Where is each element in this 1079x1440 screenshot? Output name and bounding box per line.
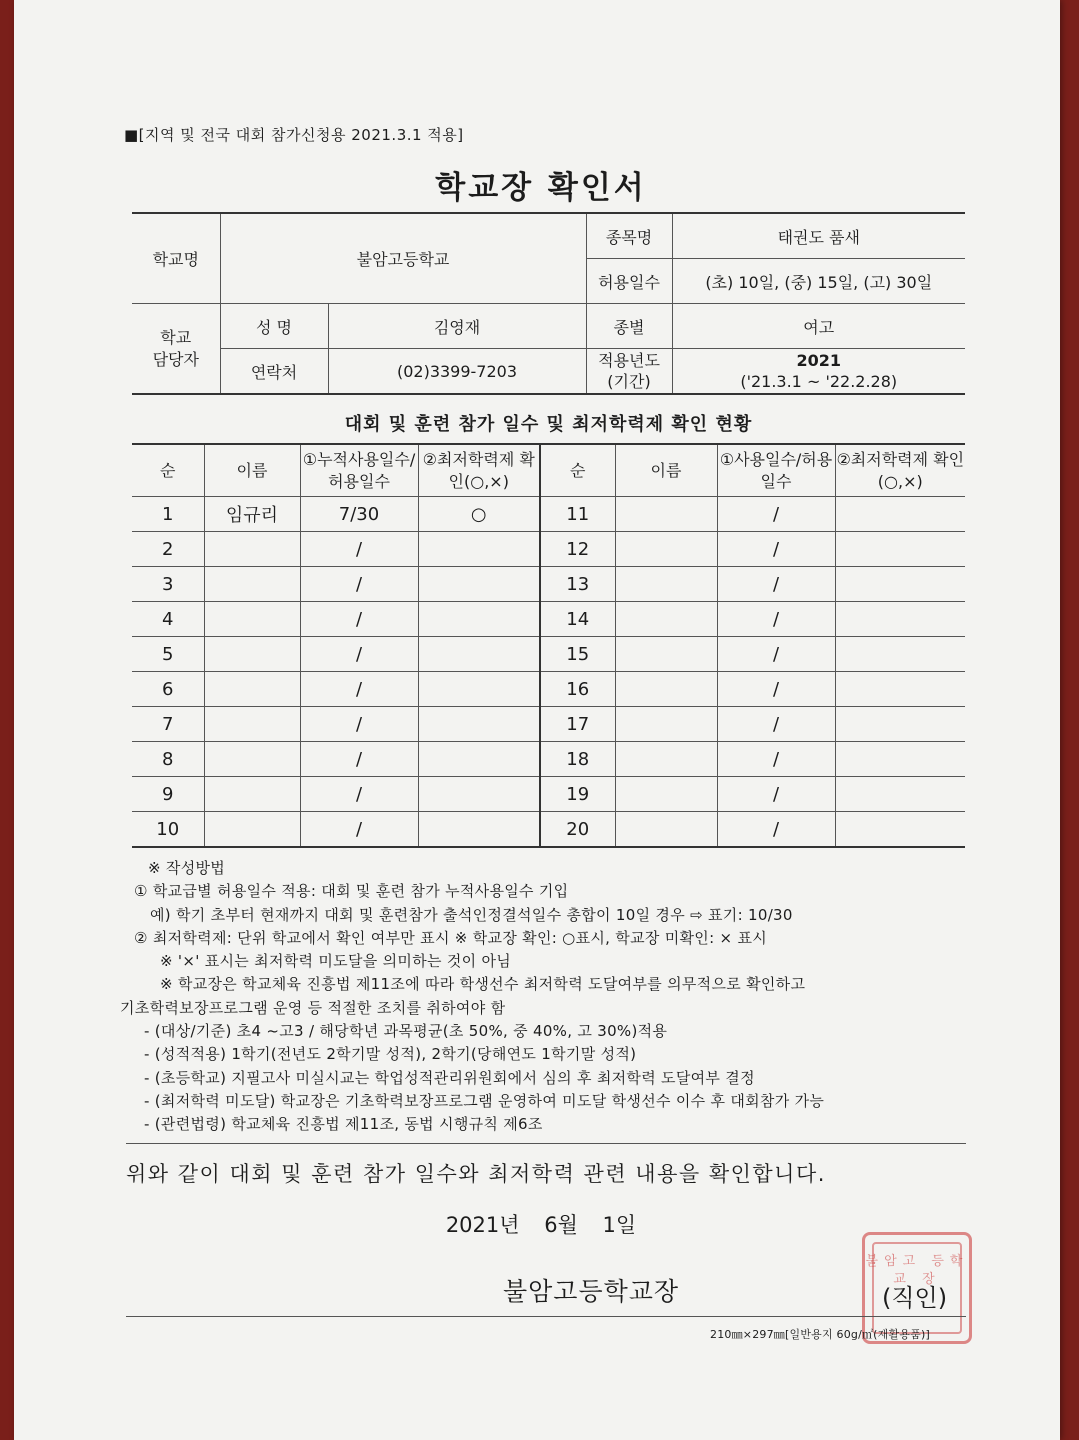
- min-academic-check: [418, 532, 540, 567]
- school-label: 학교명: [132, 213, 220, 304]
- note-line: 기초학력보장프로그램 운영 등 적절한 조치를 취하여야 함: [120, 998, 506, 1017]
- row-number: 14: [540, 602, 615, 637]
- min-academic-check: [835, 567, 965, 602]
- min-academic-check: [418, 567, 540, 602]
- min-academic-check: [418, 812, 540, 848]
- note-line: - (관련법령) 학교체육 진흥법 제11조, 동법 시행규칙 제6조: [144, 1115, 543, 1134]
- player-name: [615, 497, 717, 532]
- note-line: - (초등학교) 지필고사 미실시교는 학업성적관리위원회에서 심의 후 최저학력 도달여부 결정: [144, 1068, 755, 1087]
- year-label: [586, 349, 672, 395]
- note-line: ※ 작성방법: [148, 859, 226, 877]
- note-line: ※ '×' 표시는 최저학력 미도달을 의미하는 것이 아님: [160, 952, 512, 971]
- min-academic-check: [418, 742, 540, 777]
- days-used: /: [300, 602, 418, 637]
- days-used: /: [717, 497, 835, 532]
- days-used: /: [717, 602, 835, 637]
- player-name: [615, 672, 717, 707]
- days-used: /: [717, 672, 835, 707]
- min-academic-check: [835, 707, 965, 742]
- paper-spec: 210㎜×297㎜[일반용지 60g/㎡(재활용품)]: [710, 1328, 930, 1341]
- row-number: 5: [132, 637, 204, 672]
- period-value: ('21.3.1 ~ '22.2.28): [740, 372, 898, 391]
- days-used: /: [717, 812, 835, 848]
- player-name: [615, 812, 717, 848]
- row-number: 8: [132, 742, 204, 777]
- row-number: 10: [132, 812, 204, 848]
- table-row: [132, 637, 965, 672]
- player-name: [615, 567, 717, 602]
- player-name: [204, 602, 300, 637]
- seal-label: (직인): [882, 1284, 948, 1312]
- year-cell: [672, 349, 965, 395]
- issue-date: 2021년 6월 1일: [445, 1213, 637, 1237]
- seal-text: 불암고 등학교 장: [865, 1254, 969, 1287]
- row-number: 13: [540, 567, 615, 602]
- contact-group-text: 학교 담당자: [152, 327, 199, 369]
- row-number: 16: [540, 672, 615, 707]
- player-name: [204, 637, 300, 672]
- note-line: - (대상/기준) 초4 ~고3 / 해당학년 과목평균(초 50%, 중 40%, 고 30%)적용: [144, 1022, 668, 1041]
- gender-label: 종별: [586, 304, 672, 349]
- event-label: 종목명: [586, 213, 672, 259]
- player-name: [204, 742, 300, 777]
- player-name: [204, 672, 300, 707]
- days-used: /: [300, 812, 418, 848]
- event-value: 태권도 품새: [672, 213, 965, 259]
- min-academic-check: [418, 707, 540, 742]
- player-name: [615, 532, 717, 567]
- min-academic-check: [418, 637, 540, 672]
- row-number: 3: [132, 567, 204, 602]
- player-name: [204, 532, 300, 567]
- player-name: [615, 602, 717, 637]
- table-row: [132, 532, 965, 567]
- table-row: [132, 567, 965, 602]
- principal-name: 불암고등학교장: [503, 1277, 680, 1306]
- min-academic-check: [835, 777, 965, 812]
- player-name: [204, 567, 300, 602]
- table-row: [132, 602, 965, 637]
- header-cell: ①누적사용일수/허용일수: [300, 444, 418, 497]
- days-used: /: [300, 777, 418, 812]
- days-used: /: [717, 567, 835, 602]
- player-name: [615, 777, 717, 812]
- min-academic-check: [418, 602, 540, 637]
- row-number: 17: [540, 707, 615, 742]
- min-academic-check: [835, 812, 965, 848]
- note-line: ※ 학교장은 학교체육 진흥법 제11조에 따라 학생선수 최저학력 도달여부를 의무적으로 확인하고: [160, 975, 806, 994]
- header-cell: 이름: [204, 444, 300, 497]
- name-value: 김영재: [328, 304, 586, 349]
- player-name: [615, 707, 717, 742]
- days-used: /: [300, 742, 418, 777]
- row-number: 20: [540, 812, 615, 848]
- min-academic-check: ○: [418, 497, 540, 532]
- row-number: 2: [132, 532, 204, 567]
- note-line: 예) 학기 초부터 현재까지 대회 및 훈련참가 출석인정결석일수 총합이 10일 경우 ⇨ 표기: 10/30: [150, 905, 793, 924]
- row-number: 7: [132, 707, 204, 742]
- table-row: [132, 812, 965, 848]
- section-title: 대회 및 훈련 참가 일수 및 최저학력제 확인 현황: [344, 414, 753, 435]
- header-cell: ①사용일수/허용일수: [717, 444, 835, 497]
- gender-value: 여고: [672, 304, 965, 349]
- phone-label: 연락처: [220, 349, 328, 395]
- days-used: 7/30: [300, 497, 418, 532]
- days-used: /: [717, 637, 835, 672]
- name-label: 성 명: [220, 304, 328, 349]
- allowed-days-label: 허용일수: [586, 259, 672, 304]
- row-number: 6: [132, 672, 204, 707]
- min-academic-check: [835, 637, 965, 672]
- player-name: [615, 742, 717, 777]
- table-row: [132, 742, 965, 777]
- header-note: ■[지역 및 전국 대회 참가신청용 2021.3.1 적용]: [124, 126, 464, 144]
- header-cell: 순: [132, 444, 204, 497]
- table-row: [132, 777, 965, 812]
- divider: [126, 1316, 966, 1317]
- confirmation-statement: 위와 같이 대회 및 훈련 참가 일수와 최저학력 관련 내용을 확인합니다.: [126, 1162, 826, 1186]
- row-number: 15: [540, 637, 615, 672]
- min-academic-check: [835, 532, 965, 567]
- days-used: /: [300, 672, 418, 707]
- year-label-text: 적용년도 (기간): [598, 351, 660, 391]
- phone-value: (02)3399-7203: [328, 349, 586, 395]
- table-header-row: [132, 444, 965, 497]
- min-academic-check: [418, 777, 540, 812]
- participation-table: [132, 443, 965, 848]
- row-number: 12: [540, 532, 615, 567]
- header-cell: ②최저학력제 확인(○,×): [835, 444, 965, 497]
- note-line: ② 최저학력제: 단위 학교에서 확인 여부만 표시 ※ 학교장 확인: ○표시, 학교장 미확인: × 표시: [134, 928, 768, 947]
- min-academic-check: [418, 672, 540, 707]
- min-academic-check: [835, 602, 965, 637]
- header-cell: ②최저학력제 확인(○,×): [418, 444, 540, 497]
- school-value: 불암고등학교: [220, 213, 586, 304]
- table-row: [132, 672, 965, 707]
- note-line: ① 학교급별 허용일수 적용: 대회 및 훈련 참가 누적사용일수 기입: [134, 882, 569, 901]
- player-name: [204, 707, 300, 742]
- row-number: 11: [540, 497, 615, 532]
- days-used: /: [717, 777, 835, 812]
- allowed-days-value: (초) 10일, (중) 15일, (고) 30일: [672, 259, 965, 304]
- document-page: [14, 0, 1060, 1440]
- row-number: 9: [132, 777, 204, 812]
- min-academic-check: [835, 742, 965, 777]
- header-cell: 순: [540, 444, 615, 497]
- row-number: 18: [540, 742, 615, 777]
- min-academic-check: [835, 672, 965, 707]
- player-name: [204, 812, 300, 848]
- table-body: [132, 497, 965, 848]
- min-academic-check: [835, 497, 965, 532]
- table-row: [132, 707, 965, 742]
- document-title: 학교장 확인서: [435, 170, 647, 206]
- player-name: [615, 637, 717, 672]
- divider: [126, 1143, 966, 1144]
- days-used: /: [300, 532, 418, 567]
- note-line: - (성적적용) 1학기(전년도 2학기말 성적), 2학기(당해연도 1학기말 성적): [144, 1045, 637, 1064]
- days-used: /: [300, 567, 418, 602]
- row-number: 1: [132, 497, 204, 532]
- table-row: [132, 497, 965, 532]
- instructions: [120, 857, 974, 1137]
- row-number: 19: [540, 777, 615, 812]
- year-value: 2021: [796, 351, 842, 370]
- days-used: /: [300, 637, 418, 672]
- row-number: 4: [132, 602, 204, 637]
- note-line: - (최저학력 미도달) 학교장은 기초학력보장프로그램 운영하여 미도달 학생선수 이수 후 대회참가 가능: [144, 1091, 825, 1110]
- days-used: /: [717, 532, 835, 567]
- info-table: [132, 212, 965, 395]
- player-name: 임규리: [204, 497, 300, 532]
- days-used: /: [717, 742, 835, 777]
- player-name: [204, 777, 300, 812]
- days-used: /: [300, 707, 418, 742]
- header-cell: 이름: [615, 444, 717, 497]
- days-used: /: [717, 707, 835, 742]
- contact-group-label: [132, 304, 220, 395]
